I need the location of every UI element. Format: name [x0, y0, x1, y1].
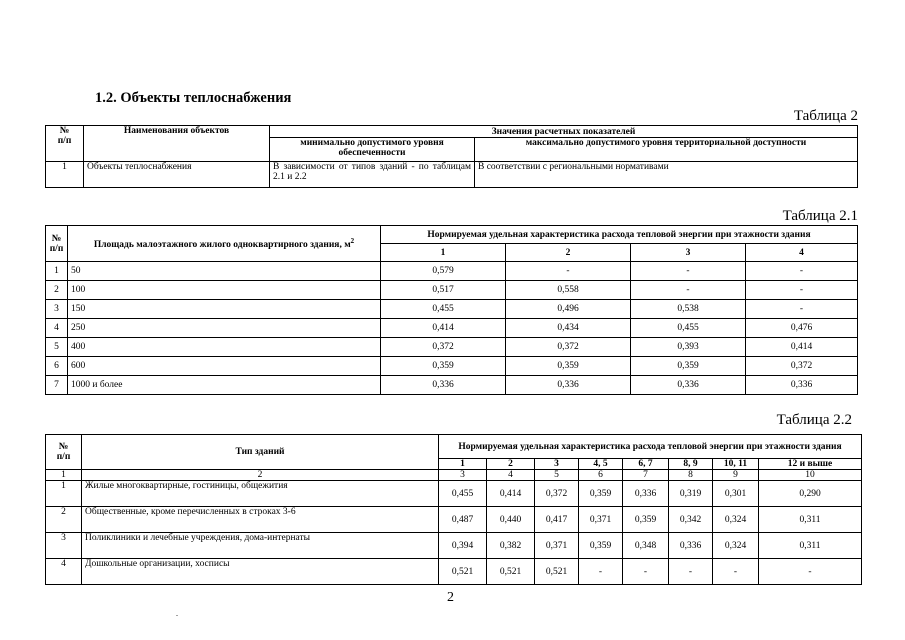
table-row — [46, 162, 858, 188]
table-row — [46, 507, 862, 533]
stray-mark: . — [176, 609, 178, 618]
row-area: 150 — [68, 300, 381, 319]
table22-colnum: 3 — [439, 470, 487, 481]
row-value: 0,455 — [381, 300, 506, 319]
table2-caption: Таблица 2 — [793, 108, 858, 124]
row-value: 0,393 — [631, 338, 746, 357]
row-value: 0,342 — [669, 507, 713, 533]
row-num: 5 — [46, 338, 68, 357]
row-value: 0,371 — [579, 507, 623, 533]
table-2-2 — [45, 434, 862, 585]
row-value: 0,290 — [759, 481, 862, 507]
row-num: 2 — [46, 281, 68, 300]
row-value: 0,359 — [579, 533, 623, 559]
row-value: 0,336 — [669, 533, 713, 559]
row-value: 0,455 — [439, 481, 487, 507]
row-value: 0,348 — [623, 533, 669, 559]
row-value: 0,324 — [713, 507, 759, 533]
table22-colnum: 8 — [669, 470, 713, 481]
row-value: 0,319 — [669, 481, 713, 507]
row-type: Поликлиники и лечебные учреждения, дома-интернаты — [82, 533, 439, 559]
row-value: 0,414 — [746, 338, 858, 357]
table22-colnum: 1 — [46, 470, 82, 481]
row-value: 0,372 — [746, 357, 858, 376]
table-row — [46, 300, 858, 319]
row-value: - — [746, 300, 858, 319]
row-value: 0,558 — [506, 281, 631, 300]
row-value: 0,336 — [506, 376, 631, 395]
row-value: 0,336 — [381, 376, 506, 395]
row-value: 0,301 — [713, 481, 759, 507]
row-value: 0,417 — [535, 507, 579, 533]
row-name: Объекты теплоснабжения — [84, 162, 270, 188]
row-max: В соответствии с региональными нормативами — [475, 162, 858, 188]
row-value: 0,359 — [506, 357, 631, 376]
table-row — [46, 281, 858, 300]
row-value: 0,372 — [535, 481, 579, 507]
page-number: 2 — [447, 590, 454, 605]
row-value: - — [746, 281, 858, 300]
table22-floor: 12 и выше — [759, 459, 862, 470]
table21-floor-2: 2 — [506, 244, 631, 262]
table22-colnum-row — [46, 470, 862, 481]
row-value: 0,487 — [439, 507, 487, 533]
row-num: 2 — [46, 507, 82, 533]
row-value: 0,324 — [713, 533, 759, 559]
table-row — [46, 481, 862, 507]
row-value: - — [623, 559, 669, 585]
row-value: 0,414 — [487, 481, 535, 507]
row-value: 0,521 — [439, 559, 487, 585]
row-value: 0,371 — [535, 533, 579, 559]
row-value: 0,311 — [759, 533, 862, 559]
table21-head-area-text: Площадь малоэтажного жилого одноквартирного здания, м — [93, 240, 351, 251]
row-area: 250 — [68, 319, 381, 338]
table22-floor: 8, 9 — [669, 459, 713, 470]
table2-head-max: максимально допустимого уровня территориальной доступности — [475, 138, 858, 162]
row-num: 7 — [46, 376, 68, 395]
table21-floor-4: 4 — [746, 244, 858, 262]
row-value: - — [759, 559, 862, 585]
row-value: 0,394 — [439, 533, 487, 559]
table22-colnum: 5 — [535, 470, 579, 481]
table-row — [46, 357, 858, 376]
row-num: 3 — [46, 533, 82, 559]
table22-colnum: 7 — [623, 470, 669, 481]
table21-floor-1: 1 — [381, 244, 506, 262]
table22-floor: 1 — [439, 459, 487, 470]
row-num: 6 — [46, 357, 68, 376]
row-value: 0,359 — [579, 481, 623, 507]
row-value: 0,434 — [506, 319, 631, 338]
row-min: В зависимости от типов зданий - по таблицам 2.1 и 2.2 — [270, 162, 475, 188]
row-value: 0,311 — [759, 507, 862, 533]
row-value: 0,440 — [487, 507, 535, 533]
row-value: 0,359 — [631, 357, 746, 376]
table2-head-num: № п/п — [46, 126, 84, 162]
row-value: - — [713, 559, 759, 585]
table22-floor: 2 — [487, 459, 535, 470]
table22-caption: Таблица 2.2 — [776, 412, 852, 428]
row-value: 0,496 — [506, 300, 631, 319]
row-type: Жилые многоквартирные, гостиницы, общежития — [82, 481, 439, 507]
section-heading: 1.2. Объекты теплоснабжения — [95, 90, 292, 106]
row-num: 3 — [46, 300, 68, 319]
table-row — [46, 319, 858, 338]
row-value: 0,336 — [746, 376, 858, 395]
table-row — [46, 376, 858, 395]
table2-head-values: Значения расчетных показателей — [270, 126, 858, 138]
table22-head-type: Тип зданий — [82, 435, 439, 470]
table22-head-norm: Нормируемая удельная характеристика расхода тепловой энергии при этажности здания — [439, 435, 862, 459]
row-value: - — [506, 262, 631, 281]
table-2 — [45, 125, 858, 188]
table21-caption: Таблица 2.1 — [782, 208, 858, 224]
row-area: 50 — [68, 262, 381, 281]
table21-head-area-sup: 2 — [350, 237, 355, 246]
table2-head-name: Наименования объектов — [84, 126, 270, 162]
row-num: 4 — [46, 319, 68, 338]
table22-floor: 3 — [535, 459, 579, 470]
row-value: - — [631, 281, 746, 300]
row-value: - — [746, 262, 858, 281]
table22-colnum: 4 — [487, 470, 535, 481]
table22-colnum: 9 — [713, 470, 759, 481]
table22-colnum: 6 — [579, 470, 623, 481]
table22-floor: 10, 11 — [713, 459, 759, 470]
table22-colnum: 10 — [759, 470, 862, 481]
table-row — [46, 533, 862, 559]
row-area: 600 — [68, 357, 381, 376]
row-value: 0,521 — [487, 559, 535, 585]
row-type: Общественные, кроме перечисленных в строках 3-6 — [82, 507, 439, 533]
row-value: 0,372 — [381, 338, 506, 357]
row-value: - — [631, 262, 746, 281]
table-row — [46, 338, 858, 357]
row-num: 4 — [46, 559, 82, 585]
row-num: 1 — [46, 162, 84, 188]
row-value: 0,336 — [631, 376, 746, 395]
table22-head-num: № п/п — [46, 435, 82, 470]
table22-floor: 4, 5 — [579, 459, 623, 470]
row-value: 0,382 — [487, 533, 535, 559]
table21-head-num: № п/п — [46, 226, 68, 262]
table-2-1 — [45, 225, 858, 395]
row-num: 1 — [46, 262, 68, 281]
row-value: 0,359 — [623, 507, 669, 533]
row-area: 400 — [68, 338, 381, 357]
row-value: 0,336 — [623, 481, 669, 507]
row-value: 0,521 — [535, 559, 579, 585]
row-area: 100 — [68, 281, 381, 300]
row-value: 0,414 — [381, 319, 506, 338]
row-value: 0,579 — [381, 262, 506, 281]
row-value: - — [579, 559, 623, 585]
row-area: 1000 и более — [68, 376, 381, 395]
row-value: 0,455 — [631, 319, 746, 338]
table2-head-min: минимально допустимого уровня обеспеченности — [270, 138, 475, 162]
table-row — [46, 559, 862, 585]
table21-head-area — [68, 226, 381, 262]
table21-floor-3: 3 — [631, 244, 746, 262]
table22-floor: 6, 7 — [623, 459, 669, 470]
row-value: 0,538 — [631, 300, 746, 319]
table22-colnum: 2 — [82, 470, 439, 481]
row-type: Дошкольные организации, хосписы — [82, 559, 439, 585]
row-value: 0,372 — [506, 338, 631, 357]
table21-head-norm: Нормируемая удельная характеристика расхода тепловой энергии при этажности здания — [381, 226, 858, 244]
table-row — [46, 262, 858, 281]
row-value: 0,359 — [381, 357, 506, 376]
row-num: 1 — [46, 481, 82, 507]
row-value: 0,517 — [381, 281, 506, 300]
row-value: 0,476 — [746, 319, 858, 338]
row-value: - — [669, 559, 713, 585]
